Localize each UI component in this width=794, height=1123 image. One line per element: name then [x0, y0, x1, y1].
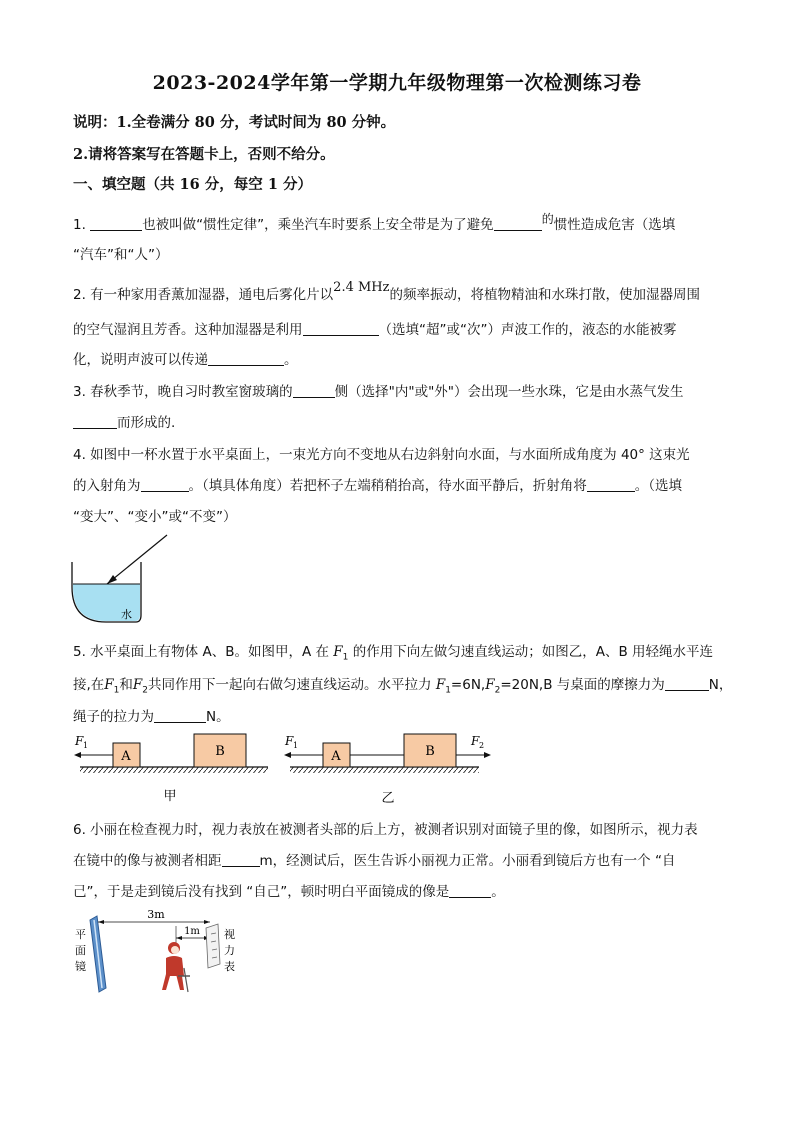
- question-6: 6. 小丽在检查视力时，视力表放在被测者头部的后上方，被测者识别对面镜子里的像，如图所示，视力表: [73, 822, 698, 838]
- answer-blank: [449, 883, 491, 898]
- answer-blank: [303, 321, 379, 336]
- question-6-line-2: 在镜中的像与被测者相距 m，经测试后，医生告诉小丽视力正常。小丽看到镜后方也有一个 “自: [73, 853, 676, 869]
- answer-blank: [154, 708, 206, 723]
- section-heading: 一、填空题（共 16 分，每空 1 分）: [73, 176, 312, 193]
- answer-blank: [293, 383, 335, 398]
- frequency-value: 2.4 MHz: [333, 280, 390, 295]
- blocks-figure: [66, 728, 496, 808]
- mirror-label-char: 镜: [75, 960, 86, 973]
- block-b-label: B: [215, 744, 225, 759]
- vision-test-figure: [66, 906, 246, 1002]
- question-5-line-2: 接,在$F_1$和$F_2$共同作用下一起向右做匀速直线运动。水平拉力 $F_1=6N,F_2=20N,B$ 与桌面的摩擦力为 N，: [73, 677, 733, 696]
- block-a-label: A: [121, 749, 131, 764]
- answer-blank: [73, 414, 117, 429]
- force-f1-label: F: [75, 734, 84, 748]
- answer-blank: [665, 676, 709, 691]
- force-f1-subscript: 1: [83, 741, 89, 750]
- chair-leg: [184, 968, 188, 992]
- figure-yi-label: 乙: [381, 791, 395, 806]
- light-ray: [107, 535, 167, 584]
- question-6-line-3: 己”，于是走到镜后没有找到 “自己”，顿时明白平面镜成的像是 。: [73, 884, 505, 900]
- answer-blank: [90, 216, 142, 231]
- question-4-line-3: “变大”、“变小”或“不变”）: [73, 509, 237, 525]
- girl-figure: [162, 942, 190, 992]
- exam-note-1: 说明：1.全卷满分 80 分，考试时间为 80 分钟。: [73, 114, 396, 131]
- question-5: 5. 水平桌面上有物体 A、B。如图甲，A 在 $F_1$ 的作用下向左做匀速直线运动；如图乙，A、B 用轻绳水平连: [73, 644, 713, 663]
- page-title: 2023-2024学年第一学期九年级物理第一次检测练习卷: [152, 72, 642, 94]
- question-1-line-2: “汽车”和“人”）: [73, 247, 169, 263]
- answer-blank: [141, 477, 189, 492]
- dimension-1m-label: 1m: [184, 926, 200, 937]
- question-3-line-2: 而形成的.: [73, 411, 175, 431]
- force-f2-subscript: 2: [479, 741, 485, 750]
- question-4: 4. 如图中一杯水置于水平桌面上，一束光方向不变地从右边斜射向水面，与水面所成角度为 40° 这束光: [73, 447, 690, 463]
- water-label: 水: [121, 608, 132, 621]
- force-f1-label-yi: F: [285, 734, 294, 748]
- question-1: 1. 也被叫做“惯性定律”，乘坐汽车时要系上安全带是为了避免 的惯性造成危害（选填: [73, 212, 676, 233]
- dimension-3m-label: 3m: [147, 908, 165, 921]
- answer-blank: [587, 477, 635, 492]
- eye-chart-label-char: 力: [224, 944, 235, 957]
- figure-jia-label: 甲: [163, 789, 177, 804]
- answer-blank: [494, 216, 542, 231]
- eye-chart-label-char: 视: [224, 928, 235, 941]
- block-a-label: A: [331, 749, 341, 764]
- block-b-label: B: [425, 744, 435, 759]
- table-hatch-yi: [290, 767, 479, 773]
- mirror-label-char: 面: [75, 944, 86, 957]
- force-f1-arrowhead: [74, 752, 81, 758]
- mirror-label-char: 平: [75, 928, 86, 941]
- eye-chart-label-char: 表: [224, 960, 235, 973]
- eye-chart: [206, 924, 220, 968]
- question-2-line-3: 化，说明声波可以传递 。: [73, 352, 298, 368]
- answer-blank: [208, 351, 284, 366]
- answer-blank: [222, 852, 260, 867]
- force-f1-arrowhead-yi: [284, 752, 291, 758]
- force-f1-subscript-yi: 1: [293, 741, 299, 750]
- force-f2-arrowhead: [484, 752, 491, 758]
- question-3: 3. 春秋季节，晚自习时教室窗玻璃的 侧（选择"内"或"外"）会出现一些水珠，它是由水蒸气发生: [73, 384, 684, 400]
- exam-note-2: 2.请将答案写在答题卡上，否则不给分。: [73, 146, 335, 163]
- question-4-line-2: 的入射角为 。（填具体角度）若把杯子左端稍稍抬高，待水面平静后，折射角将 。（选填: [73, 478, 682, 494]
- question-5-line-3: 绳子的拉力为 N。: [73, 709, 230, 725]
- water-cup-figure: [66, 530, 176, 630]
- table-hatch-jia: [80, 767, 268, 773]
- question-2: 2. 有一种家用香薰加湿器，通电后雾化片以2.4 MHz的频率振动，将植物精油和水珠打散，使加湿器周围: [73, 280, 700, 303]
- question-2-line-2: 的空气湿润且芳香。这种加湿器是利用 （选填“超”或“次”）声波工作的，液态的水能被雾: [73, 322, 677, 338]
- force-f2-label: F: [471, 734, 480, 748]
